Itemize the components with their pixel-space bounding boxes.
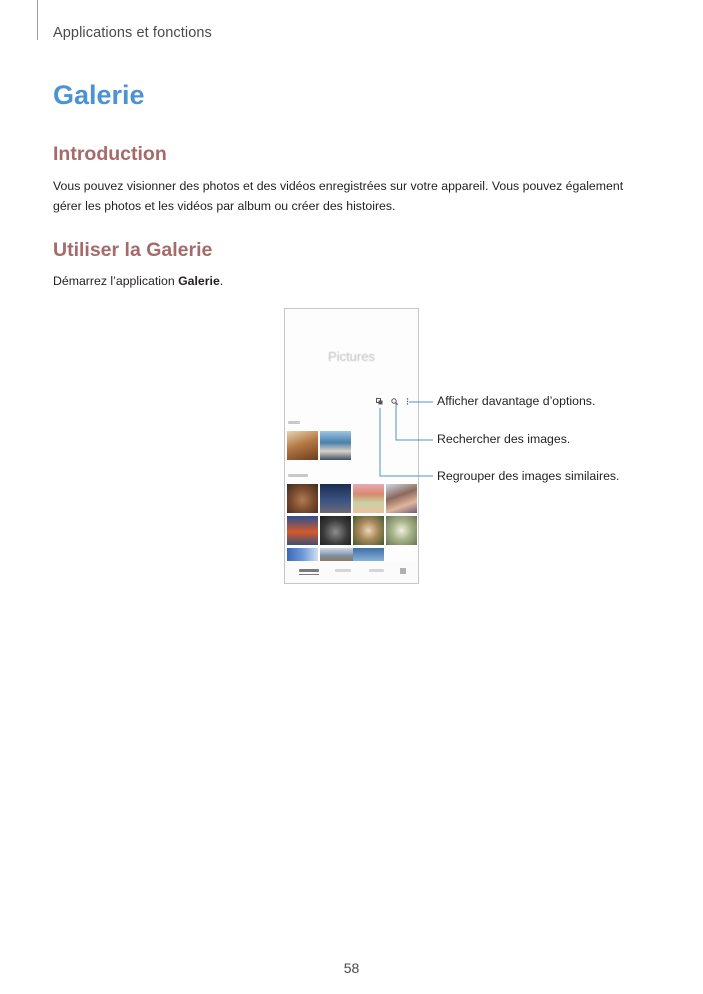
menu-icon[interactable] xyxy=(400,568,406,574)
callout-more-options: Afficher davantage d’options. xyxy=(437,394,596,408)
gallery-screenshot xyxy=(284,308,419,584)
photo-thumbnail[interactable] xyxy=(287,484,318,513)
photo-thumbnail[interactable] xyxy=(287,548,318,561)
search-icon[interactable] xyxy=(391,398,398,405)
app-title-blurred: Pictures xyxy=(328,349,375,364)
more-options-icon[interactable] xyxy=(405,398,410,405)
photo-thumbnail[interactable] xyxy=(320,484,351,513)
margin-rule xyxy=(37,0,38,40)
introduction-heading: Introduction xyxy=(53,143,167,165)
running-header: Applications et fonctions xyxy=(53,25,212,41)
photo-thumbnail[interactable] xyxy=(386,516,417,545)
yesterday-label xyxy=(288,474,308,477)
page-number: 58 xyxy=(343,960,360,976)
bottom-navigation xyxy=(285,561,418,583)
photo-thumbnail[interactable] xyxy=(353,484,384,513)
photo-thumbnail[interactable] xyxy=(353,548,384,561)
app-name: Galerie xyxy=(178,274,220,288)
usage-text-prefix: Démarrez l’application xyxy=(53,274,179,288)
today-label xyxy=(288,421,300,424)
introduction-paragraph: Vous pouvez visionner des photos et des vidéos enregistrées sur votre appareil. Vous pouvez également gérer les photos et les vidéos par album ou créer des histoires. xyxy=(53,179,624,213)
callout-search: Rechercher des images. xyxy=(437,432,571,446)
usage-heading: Utiliser la Galerie xyxy=(53,239,213,261)
photo-thumbnail[interactable] xyxy=(353,516,384,545)
tab-albums[interactable] xyxy=(335,569,351,572)
photo-thumbnail[interactable] xyxy=(320,516,351,545)
usage-paragraph xyxy=(53,272,223,292)
callout-group: Regrouper des images similaires. xyxy=(437,469,620,483)
photo-thumbnail[interactable] xyxy=(287,516,318,545)
tab-stories[interactable] xyxy=(369,569,384,572)
page-title: Galerie xyxy=(53,80,145,110)
group-similar-icon[interactable] xyxy=(376,398,383,405)
photo-thumbnail[interactable] xyxy=(386,484,417,513)
photo-thumbnail[interactable] xyxy=(320,431,351,460)
photo-thumbnail[interactable] xyxy=(287,431,318,460)
tab-pictures[interactable] xyxy=(299,569,319,572)
active-tab-indicator xyxy=(299,574,319,575)
usage-text-suffix: . xyxy=(219,274,224,288)
